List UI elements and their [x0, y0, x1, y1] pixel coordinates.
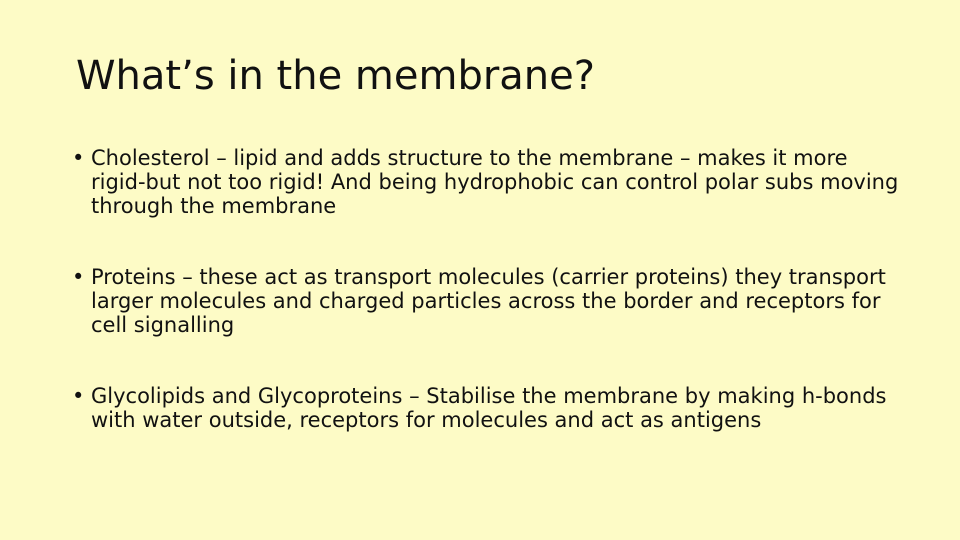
bullet-dot: •	[72, 384, 85, 408]
bullet-glycolipids	[72, 384, 902, 432]
bullet-dot: •	[72, 146, 85, 170]
bullet-text: Proteins – these act as transport molecules (carrier proteins) they transport larger molecules and charged particles across the border and receptors for cell signalling	[91, 265, 886, 337]
bullet-proteins	[72, 265, 902, 337]
bullet-dot: •	[72, 265, 85, 289]
bullet-text: Cholesterol – lipid and adds structure to the membrane – makes it more rigid-but not too rigid! And being hydrophobic can control polar subs moving through the membrane	[91, 146, 899, 218]
bullet-list	[72, 146, 902, 432]
bullet-text: Glycolipids and Glycoproteins – Stabilise the membrane by making h-bonds with water outside, receptors for molecules and act as antigens	[91, 384, 887, 432]
slide-title: What’s in the membrane?	[76, 53, 595, 99]
bullet-cholesterol	[72, 146, 902, 218]
